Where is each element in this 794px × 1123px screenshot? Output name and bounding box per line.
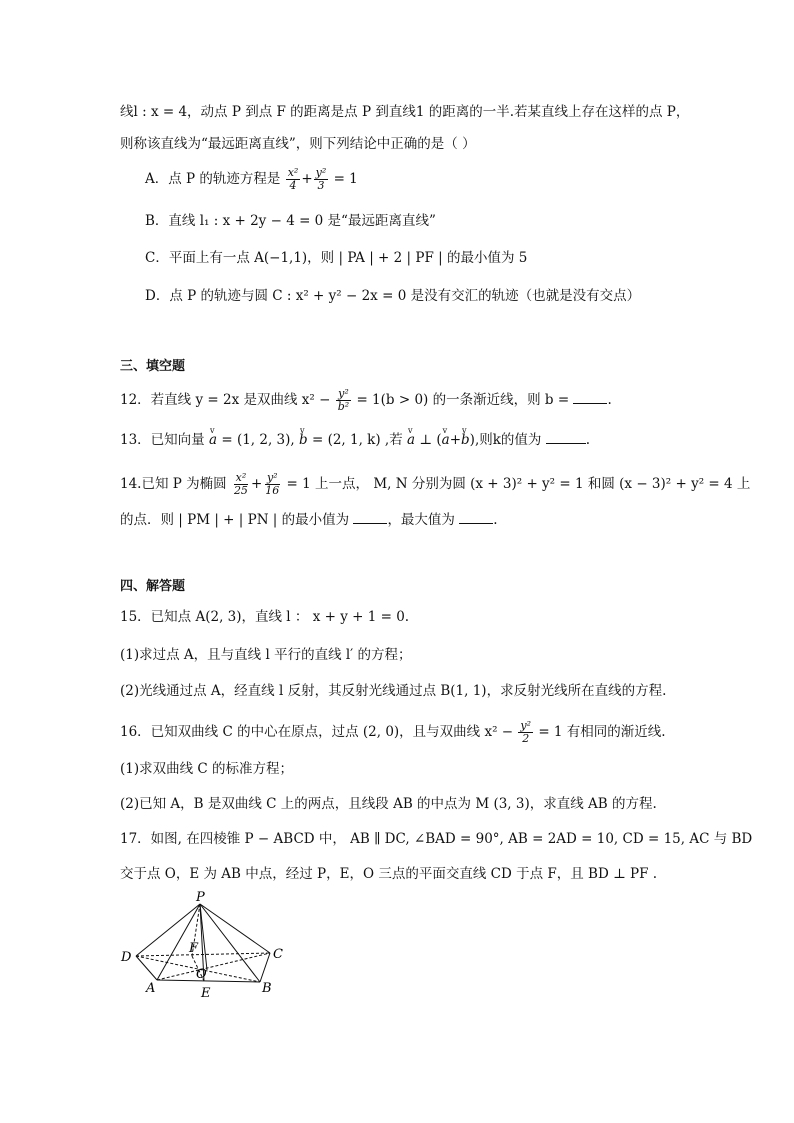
vector-b: v b <box>461 430 470 450</box>
q16-text: = 1 有相同的渐近线. <box>538 724 666 740</box>
numerator: x² <box>235 471 247 484</box>
answer-blank[interactable] <box>546 431 586 444</box>
denominator: 4 <box>289 179 297 192</box>
q16-line3: (2)已知 A，B 是双曲线 C 上的两点，且线段 AB 的中点为 M (3, 3)，求直线 AB 的方程. <box>120 796 657 812</box>
fraction-y2-over-16 <box>263 472 281 497</box>
fraction-y2-over-3 <box>314 167 329 192</box>
answer-blank[interactable] <box>459 511 493 524</box>
fraction-x2-over-4 <box>286 167 301 192</box>
edge-AB <box>157 980 260 982</box>
q14-text: ，最大值为 <box>387 512 455 528</box>
section-3-title: 三、填空题 <box>120 359 186 374</box>
label-P: P <box>196 890 205 905</box>
q14-text: = 1 上一点， M, N 分别为圆 (x + 3)² + y² = 1 和圆 (x − 3)² + y² = 4 上 <box>286 476 751 492</box>
denominator: 16 <box>265 484 280 497</box>
numerator: x² <box>287 166 299 179</box>
q16-text: 16．已知双曲线 C 的中心在原点，过点 (2, 0)，且与双曲线 x² − <box>120 724 514 740</box>
edge-BC <box>260 953 270 982</box>
fraction-y2-over-2 <box>518 720 533 745</box>
numerator: y² <box>315 166 327 179</box>
equals-one: = 1 <box>333 171 358 187</box>
pyramid-figure <box>110 890 300 1005</box>
label-C: C <box>273 947 283 962</box>
edge-DA <box>136 956 157 980</box>
period: . <box>493 512 498 528</box>
plus-sign: + <box>449 432 462 448</box>
q17-line2: 交于点 O，E 为 AB 中点，经过 P，E，O 三点的平面交直线 CD 于点 F，且 BD ⊥ PF . <box>120 866 658 882</box>
numerator: y² <box>338 387 349 400</box>
vector-b: v b <box>299 430 308 450</box>
vector-a: v a <box>209 430 217 450</box>
vector-a: v a <box>407 430 415 450</box>
edge-PC <box>200 904 270 953</box>
fraction-y2-over-b2 <box>336 388 351 413</box>
plus-sign: + <box>301 171 313 187</box>
q12-text-2: = 1(b > 0) 的一条渐近线，则 b = <box>356 392 570 408</box>
period: . <box>585 432 591 448</box>
label-A: A <box>146 981 156 996</box>
numerator: y² <box>266 471 278 484</box>
numerator: y² <box>520 719 532 732</box>
q11-option-d: D．点 P 的轨迹与圆 C : x² + y² − 2x = 0 是没有交汇的轨迹（也就是没有交点） <box>145 288 641 304</box>
label-D: D <box>121 950 132 965</box>
denominator: 3 <box>317 179 325 192</box>
fraction-x2-over-25 <box>232 472 250 497</box>
q13 <box>120 430 694 450</box>
denominator: b² <box>337 400 350 413</box>
q15-line2: (1)求过点 A，且与直线 l 平行的直线 l′ 的方程； <box>120 647 412 663</box>
q13-text: ⊥ ( <box>419 432 442 448</box>
edge-PB <box>200 904 260 982</box>
answer-blank[interactable] <box>353 511 387 524</box>
q11-line2: 则称该直线为“最远距离直线”，则下列结论中正确的是（ ） <box>120 136 476 152</box>
answer-blank[interactable] <box>573 391 607 404</box>
q14-line2 <box>120 510 694 530</box>
q14-line1 <box>120 471 751 497</box>
label-B: B <box>262 981 272 996</box>
q14-text: 的点．则 | PM | + | PN | 的最小值为 <box>120 512 350 528</box>
vector-a: v a <box>442 430 450 450</box>
q13-text: = (1, 2, 3), <box>221 432 295 448</box>
q13-text: = (2, 1, k) ,若 <box>311 432 403 448</box>
q17-line1: 17．如图, 在四棱锥 P − ABCD 中， AB ∥ DC, ∠BAD = 90°, AB = 2AD = 10, CD = 15, AC 与 BD <box>120 831 753 847</box>
q14-text: 14.已知 P 为椭圆 <box>120 476 227 492</box>
q16-line2: (1)求双曲线 C 的标准方程； <box>120 761 294 777</box>
q11-option-a-text: A．点 P 的轨迹方程是 <box>145 171 281 187</box>
edge-PO <box>200 904 207 970</box>
plus-sign: + <box>250 476 263 492</box>
q11-option-a <box>145 167 694 192</box>
q13-text: 13．已知向量 <box>120 432 205 448</box>
q11-line1: 线l : x = 4，动点 P 到点 F 的距离是点 P 到直线1 的距离的一半.若某直线上存在这样的点 P， <box>120 104 690 120</box>
denominator: 25 <box>233 484 248 497</box>
q11-option-c: C．平面上有一点 A(−1,1)，则 | PA | + 2 | PF | 的最小值为 5 <box>145 250 528 266</box>
label-E: E <box>201 986 211 1001</box>
q12 <box>120 388 694 413</box>
section-4-title: 四、解答题 <box>120 579 186 594</box>
q15-line3: (2)光线通过点 A，经直线 l 反射，其反射光线通过点 B(1, 1)，求反射光线所在直线的方程. <box>120 683 667 699</box>
denominator: 2 <box>522 732 530 745</box>
q12-text: 12．若直线 y = 2x 是双曲线 x² − <box>120 392 331 408</box>
q16-line1 <box>120 720 694 745</box>
q15-line1: 15．已知点 A(2, 3)，直线 l ： x + y + 1 = 0. <box>120 609 410 625</box>
label-O: O <box>196 967 207 982</box>
period: . <box>607 392 612 408</box>
q11-option-b: B．直线 l₁ : x + 2y − 4 = 0 是“最远距离直线” <box>145 213 436 229</box>
q13-text: ),则k的值为 <box>469 432 542 448</box>
diagonal-AC <box>157 953 270 980</box>
label-F: F <box>189 941 199 956</box>
